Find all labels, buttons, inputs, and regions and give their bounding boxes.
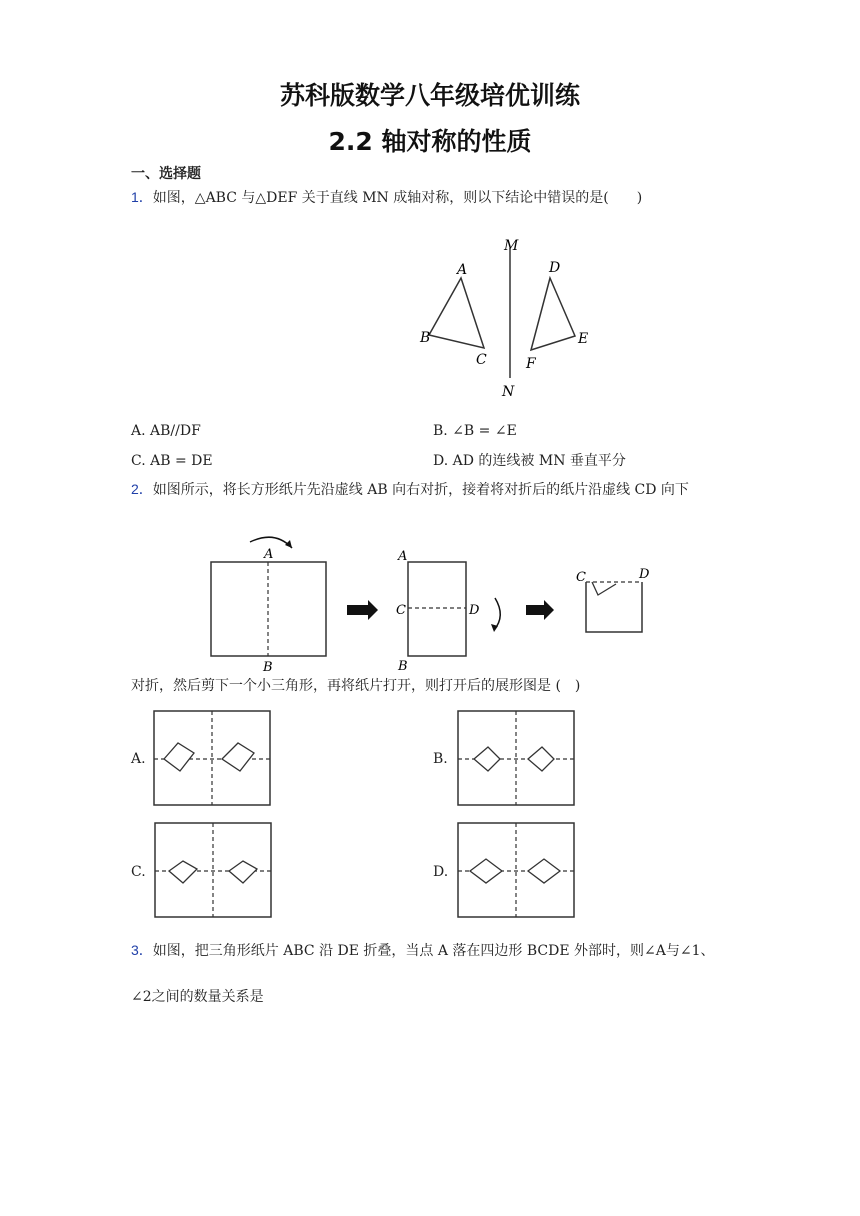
q2-option-c-figure[interactable]: [151, 821, 275, 919]
q2-option-d-label[interactable]: D.: [433, 864, 449, 880]
label-n: N: [502, 384, 515, 400]
question-3-text: 如图，把三角形纸片 ABC 沿 DE 折叠，当点 A 落在四边形 BCDE 外部时，则∠A与∠1、: [152, 943, 715, 959]
fig2-label-d3: D: [639, 567, 650, 582]
fig2-label-b1: B: [263, 660, 273, 675]
label-f: F: [526, 356, 536, 372]
question-3-continued: ∠2之间的数量关系是: [131, 989, 264, 1005]
fig2-label-c2: C: [396, 603, 406, 618]
label-m: M: [504, 238, 519, 254]
q2-fold-figure: [200, 528, 670, 676]
question-3: [131, 940, 771, 961]
question-2: [131, 479, 751, 500]
q2-option-b-figure[interactable]: [454, 709, 578, 807]
triangle-abc: [429, 278, 484, 348]
question-2-number: 2．: [131, 481, 153, 497]
question-3-number: 3．: [131, 942, 153, 958]
paper-half: [408, 562, 466, 656]
document-subtitle: 2.2 轴对称的性质: [328, 127, 532, 156]
q2-option-d-figure[interactable]: [454, 821, 578, 919]
cut-triangle: [592, 582, 616, 595]
triangle-def: [531, 278, 575, 350]
fig2-label-d2: D: [469, 603, 480, 618]
section-heading: 一、选择题: [131, 166, 201, 182]
question-1-text: 如图，△ABC 与△DEF 关于直线 MN 成轴对称，则以下结论中错误的是( ): [152, 190, 643, 206]
label-a: A: [457, 262, 468, 278]
q1-option-c[interactable]: C. AB = DE: [131, 453, 213, 469]
fig2-label-a2: A: [398, 549, 408, 564]
step-arrow-2: [526, 600, 554, 620]
q2-option-b-label[interactable]: B.: [433, 751, 448, 767]
fold-right-arrowhead: [285, 540, 292, 548]
label-e: E: [578, 331, 589, 347]
paper-quarter: [586, 582, 642, 632]
q1-option-d[interactable]: D. AD 的连线被 MN 垂直平分: [433, 453, 626, 469]
step-arrow-1: [347, 600, 378, 620]
q1-option-a[interactable]: A. AB//DF: [131, 423, 201, 439]
q1-figure: [400, 230, 610, 400]
document-title: 苏科版数学八年级培优训练: [279, 81, 580, 110]
label-b: B: [420, 330, 431, 346]
question-2-continued: 对折，然后剪下一个小三角形，再将纸片打开，则打开后的展形图是 ( ): [131, 678, 581, 694]
question-1: [131, 187, 731, 208]
fig2-label-c3: C: [576, 570, 586, 585]
label-d: D: [549, 260, 561, 276]
question-1-number: 1．: [131, 189, 153, 205]
q1-option-b[interactable]: B. ∠B = ∠E: [433, 423, 517, 439]
q2-option-c-label[interactable]: C.: [131, 864, 146, 880]
q2-option-a-figure[interactable]: [150, 709, 274, 807]
q2-option-a-label[interactable]: A.: [131, 751, 146, 767]
fig2-label-b2: B: [398, 659, 408, 674]
question-2-text: 如图所示，将长方形纸片先沿虚线 AB 向右对折，接着将对折后的纸片沿虚线 CD 向下: [152, 482, 689, 498]
label-c: C: [476, 352, 487, 368]
fig2-label-a1: A: [264, 547, 274, 562]
